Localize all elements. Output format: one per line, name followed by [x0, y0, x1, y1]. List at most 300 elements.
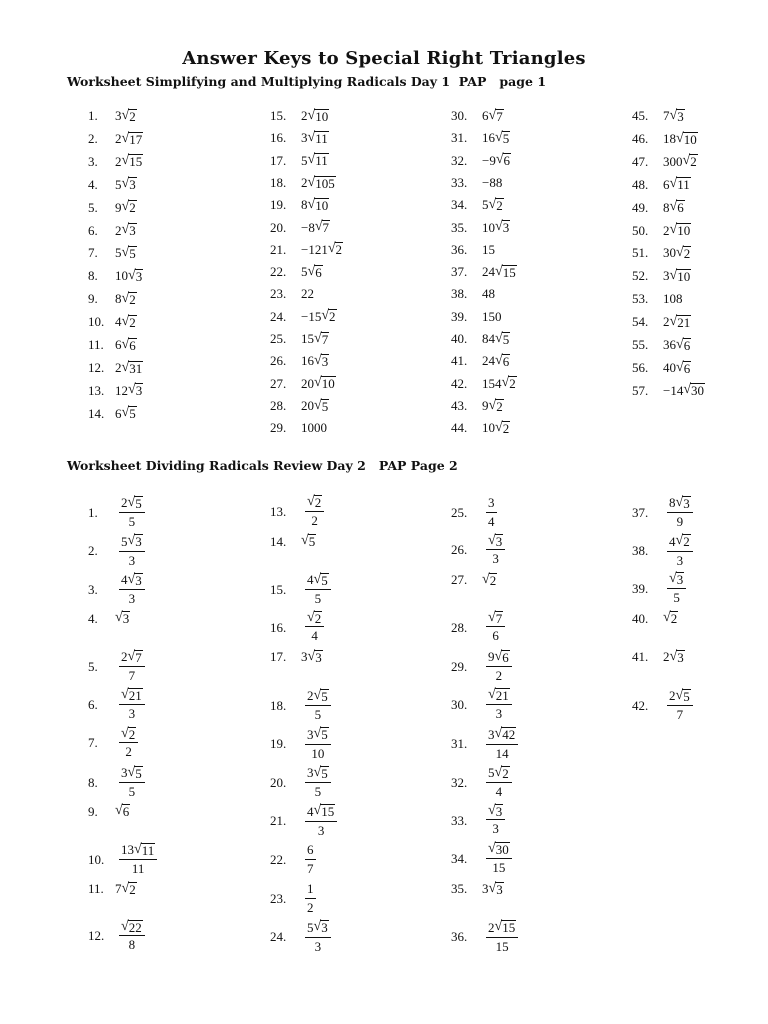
answer-value [482, 495, 497, 530]
answer-value: 40 √ 6 [663, 359, 691, 376]
answer-item [451, 264, 517, 280]
answer-value: 48 [482, 286, 495, 302]
numerator: 4 √ 2 [667, 534, 693, 552]
answer-value: 1000 [301, 420, 327, 436]
item-number: 19. [270, 197, 287, 213]
item-number: 4. [88, 610, 98, 626]
answer-item [451, 130, 510, 146]
answer-item [451, 286, 495, 302]
item-number: 9. [88, 291, 98, 307]
item-number: 36. [451, 241, 468, 257]
denominator: 4 [311, 628, 318, 644]
answer-value: 20 √ 10 [301, 375, 335, 392]
denominator: 5 [673, 589, 680, 605]
denominator: 5 [314, 784, 322, 800]
item-number: 19. [270, 736, 287, 752]
item-number: 32. [451, 774, 468, 790]
answer-item [270, 534, 316, 550]
denominator: 3 [492, 821, 499, 837]
item-number: 16. [270, 619, 287, 635]
answer-item [270, 727, 331, 762]
answer-item [632, 572, 686, 606]
denominator: 3 [128, 705, 136, 721]
numerator: 9 √ 6 [486, 649, 512, 667]
answer-value: 108 [663, 291, 683, 307]
item-number: 24. [270, 308, 287, 324]
item-number: 39. [451, 308, 468, 324]
answer-item [632, 314, 691, 330]
answer-value: 5 √ 11 [301, 152, 328, 169]
answer-item [632, 291, 683, 307]
item-number: 11. [88, 881, 104, 896]
answer-item [451, 376, 517, 392]
answer-item [451, 175, 502, 191]
item-number: 39. [632, 581, 649, 596]
answer-value: 30 √ 2 [663, 245, 691, 262]
item-number: 8. [88, 268, 98, 284]
numerator: 5 √ 3 [119, 534, 145, 552]
item-number: 29. [270, 420, 287, 436]
item-number: 25. [270, 331, 287, 346]
answer-item [632, 223, 691, 239]
answer-item [88, 611, 130, 627]
answer-item [270, 331, 329, 347]
item-number: 1. [88, 504, 98, 520]
answer-value: −9 √ 6 [482, 152, 511, 169]
answer-value [482, 534, 505, 568]
item-number: 41. [451, 353, 468, 369]
answer-value: 6 √ 11 [663, 176, 690, 193]
answer-value: 15 √ 7 [301, 330, 329, 347]
item-number: 14. [270, 533, 287, 549]
answer-item [270, 398, 329, 414]
numerator: 2 √ 5 [305, 688, 331, 706]
item-number: 29. [451, 658, 468, 674]
answer-item [451, 153, 511, 169]
answer-value: 3 √ 3 [301, 649, 322, 666]
denominator: 7 [676, 707, 684, 722]
item-number: 11. [88, 337, 104, 352]
item-number: 38. [632, 543, 649, 559]
denominator: 5 [314, 591, 322, 607]
item-number: 20. [270, 774, 287, 790]
item-number: 26. [270, 353, 287, 369]
answer-item [270, 264, 323, 280]
answer-value: 5 √ 6 [301, 263, 322, 280]
answer-value: 8 √ 10 [301, 196, 329, 213]
answer-value: −121 √ 2 [301, 241, 343, 258]
answer-item [451, 220, 510, 236]
item-number: 18. [270, 174, 287, 190]
numerator: 5 √ 2 [486, 765, 512, 783]
numerator: √ 22 [119, 920, 145, 937]
answer-value: √ 2 [663, 610, 678, 627]
answer-item [88, 360, 143, 376]
answer-value [482, 688, 512, 722]
item-number: 1. [88, 108, 98, 123]
numerator: 3 [486, 495, 497, 513]
item-number: 12. [88, 928, 105, 944]
denominator: 10 [311, 745, 325, 761]
numerator: √ 3 [486, 804, 505, 821]
answer-value: 6 √ 6 [115, 336, 136, 353]
numerator: 3 √ 5 [305, 727, 331, 745]
item-number: 13. [270, 503, 287, 519]
answer-item [88, 131, 143, 147]
answer-item [451, 353, 510, 369]
item-number: 7. [88, 735, 98, 751]
numerator: 3 √ 5 [119, 765, 145, 783]
denominator: 7 [307, 861, 314, 877]
answer-value: 8 √ 2 [115, 290, 136, 307]
numerator: √ 2 [305, 611, 324, 628]
answer-value [663, 495, 693, 530]
answer-value: 150 [482, 308, 502, 324]
item-number: 2. [88, 543, 98, 559]
answer-item [632, 268, 691, 284]
answer-value [115, 842, 157, 877]
numerator: 8 √ 3 [667, 495, 693, 513]
item-number: 22. [270, 264, 287, 280]
item-number: 54. [632, 314, 649, 330]
answer-item [451, 331, 510, 347]
numerator: 2 √ 15 [486, 920, 518, 938]
answer-value: 3 √ 11 [301, 129, 328, 146]
numerator: 6 [305, 842, 316, 860]
answer-value: 15 [482, 241, 495, 257]
answer-value: −8 √ 7 [301, 219, 330, 236]
item-number: 13. [88, 382, 105, 398]
numerator: 4 √ 5 [305, 572, 331, 590]
denominator: 4 [488, 514, 495, 529]
item-number: 2. [88, 130, 98, 146]
answer-item [632, 611, 678, 627]
numerator: √ 21 [119, 688, 145, 705]
answer-value [115, 649, 145, 684]
answer-value [301, 765, 331, 800]
answer-item [632, 688, 693, 723]
item-number: 50. [632, 222, 649, 238]
answer-item [270, 688, 331, 723]
denominator: 2 [125, 744, 132, 760]
answer-value [115, 688, 145, 722]
answer-item [270, 649, 323, 665]
answer-value [482, 765, 512, 800]
answer-item [451, 108, 504, 124]
denominator: 5 [314, 707, 322, 722]
denominator: 6 [492, 628, 499, 644]
answer-item [632, 200, 685, 216]
denominator: 2 [311, 512, 318, 528]
answer-item [88, 727, 138, 761]
answer-item [632, 337, 691, 353]
item-number: 23. [270, 890, 287, 906]
answer-item [270, 220, 330, 236]
answer-item [632, 649, 685, 665]
answer-item [451, 881, 504, 897]
numerator: √ 2 [119, 727, 138, 744]
answer-item [270, 842, 316, 877]
answer-value: 20 √ 5 [301, 397, 329, 414]
numerator: 2 √ 5 [667, 688, 693, 706]
answer-item [270, 765, 331, 800]
answer-item [451, 804, 505, 838]
answer-value: 7 √ 2 [115, 880, 136, 897]
denominator: 3 [676, 552, 684, 568]
numerator: √ 3 [486, 534, 505, 551]
numerator: 4 √ 15 [305, 804, 337, 822]
item-number: 56. [632, 359, 649, 375]
answer-value [301, 611, 324, 645]
answer-item [632, 534, 693, 569]
answer-item [270, 242, 343, 258]
numerator: 3 √ 5 [305, 765, 331, 783]
answer-value: 7 √ 3 [663, 107, 684, 124]
answer-item [451, 197, 504, 213]
item-number: 10. [88, 314, 105, 330]
answer-value [482, 649, 512, 684]
answer-value: 2 √ 21 [663, 313, 691, 330]
answer-value: −14 √ 30 [663, 382, 705, 399]
answer-item [88, 881, 137, 897]
item-number: 40. [632, 610, 649, 626]
answer-item [88, 108, 137, 124]
item-number: 24. [270, 929, 287, 945]
answer-value: −88 [482, 174, 503, 190]
item-number: 47. [632, 153, 649, 169]
numerator: √ 2 [305, 495, 324, 512]
answer-value: 16 √ 5 [482, 129, 510, 146]
item-number: 37. [451, 264, 468, 280]
item-number: 28. [270, 397, 287, 413]
answer-value [301, 804, 337, 839]
answer-value: √ 2 [482, 571, 497, 588]
denominator: 8 [128, 937, 136, 953]
answer-value [301, 920, 331, 955]
answer-value [301, 881, 316, 916]
item-number: 57. [632, 382, 649, 398]
answer-value: 9 √ 2 [482, 397, 503, 414]
numerator: √ 21 [486, 688, 512, 705]
answer-item [632, 131, 698, 147]
item-number: 42. [451, 375, 468, 391]
answer-value: 2 √ 3 [115, 222, 136, 239]
answer-item [270, 130, 329, 146]
answer-value [115, 727, 138, 761]
item-number: 27. [451, 572, 468, 588]
answer-value: 5 √ 2 [482, 196, 503, 213]
answer-value: 12 √ 3 [115, 382, 143, 399]
answer-item [88, 383, 143, 399]
answer-value: 24 √ 15 [482, 263, 516, 280]
answer-item [88, 765, 145, 800]
answer-value: 2 √ 15 [115, 153, 143, 170]
item-number: 14. [88, 405, 105, 421]
answer-value: 16 √ 3 [301, 352, 329, 369]
answer-value: 4 √ 2 [115, 313, 136, 330]
answer-item [451, 572, 497, 588]
answer-item [451, 765, 512, 800]
item-number: 5. [88, 658, 98, 674]
numerator: √ 3 [667, 572, 686, 589]
answer-item [451, 495, 497, 530]
item-number: 42. [632, 697, 649, 713]
answer-item [88, 842, 157, 877]
answer-value [663, 534, 693, 569]
item-number: 17. [270, 649, 287, 665]
item-number: 38. [451, 286, 468, 302]
denominator: 15 [495, 938, 509, 954]
answer-item [270, 376, 336, 392]
denominator: 9 [676, 514, 684, 529]
answer-value: 36 √ 6 [663, 336, 691, 353]
answer-item [632, 154, 698, 170]
numerator: √ 30 [486, 842, 512, 859]
item-number: 15. [270, 108, 287, 123]
page-title: Answer Keys to Special Right Triangles [182, 48, 586, 69]
answer-value: 2 √ 31 [115, 359, 143, 376]
answer-value: 3 √ 2 [115, 107, 136, 124]
item-number: 21. [270, 813, 287, 829]
item-number: 21. [270, 241, 287, 257]
numerator: 2 √ 5 [119, 495, 145, 513]
answer-value: 22 [301, 286, 314, 302]
answer-item [270, 108, 329, 124]
answer-value: 2 √ 105 [301, 174, 335, 191]
numerator: 1 [305, 881, 316, 899]
item-number: 37. [632, 504, 649, 520]
answer-item [88, 314, 137, 330]
answer-item [270, 611, 324, 645]
numerator: 2 √ 7 [119, 649, 145, 667]
answer-item [451, 611, 505, 645]
answer-item [88, 268, 143, 284]
item-number: 40. [451, 331, 468, 346]
denominator: 4 [495, 784, 503, 800]
item-number: 27. [270, 375, 287, 391]
answer-item [88, 804, 130, 820]
item-number: 32. [451, 152, 468, 168]
item-number: 45. [632, 108, 649, 123]
answer-item [88, 688, 145, 722]
answer-value: 10 √ 3 [482, 219, 510, 236]
answer-value: 2 √ 3 [663, 649, 684, 666]
item-number: 31. [451, 736, 468, 752]
answer-value [301, 572, 331, 607]
answer-value: 24 √ 6 [482, 352, 510, 369]
answer-value: 8 √ 6 [663, 199, 684, 216]
answer-item [270, 881, 316, 916]
item-number: 22. [270, 851, 287, 867]
answer-value [482, 804, 505, 838]
item-number: 30. [451, 108, 468, 123]
item-number: 18. [270, 697, 287, 713]
answer-item [451, 420, 510, 436]
answer-value [663, 688, 693, 723]
answer-item [270, 309, 337, 325]
numerator: √ 7 [486, 611, 505, 628]
answer-item [88, 406, 137, 422]
answer-value [115, 534, 145, 569]
answer-item [88, 154, 143, 170]
answer-item [88, 200, 137, 216]
answer-value: 2 √ 10 [301, 107, 329, 124]
item-number: 5. [88, 199, 98, 215]
item-number: 52. [632, 268, 649, 284]
answer-value [301, 727, 331, 762]
item-number: 7. [88, 245, 98, 261]
answer-item [88, 495, 145, 530]
denominator: 14 [495, 745, 509, 761]
answer-value [115, 572, 145, 607]
item-number: 35. [451, 881, 468, 896]
answer-value: 3 √ 3 [482, 880, 503, 897]
denominator: 5 [128, 784, 136, 800]
answer-value [301, 842, 316, 877]
denominator: 15 [492, 860, 506, 876]
answer-value: 5 √ 5 [115, 245, 136, 262]
denominator: 3 [495, 705, 503, 721]
answer-item [632, 495, 693, 530]
answer-item [451, 242, 495, 258]
answer-item [270, 572, 331, 607]
item-number: 28. [451, 619, 468, 635]
item-number: 51. [632, 245, 649, 261]
item-number: 48. [632, 176, 649, 192]
answer-value [663, 572, 686, 606]
answer-value: 154 √ 2 [482, 375, 516, 392]
answer-item [88, 649, 145, 684]
item-number: 34. [451, 851, 468, 867]
answer-value: 6 √ 7 [482, 107, 503, 124]
answer-value: 10 √ 3 [115, 267, 143, 284]
answer-item [88, 245, 137, 261]
answer-item [632, 383, 705, 399]
item-number: 33. [451, 174, 468, 190]
answer-value [115, 765, 145, 800]
answer-item [451, 920, 518, 955]
answer-item [451, 727, 518, 762]
answer-value [482, 842, 512, 876]
answer-item [88, 337, 137, 353]
numerator: 13 √ 11 [119, 842, 157, 860]
answer-value: √ 3 [115, 610, 130, 627]
numerator: 3 √ 42 [486, 727, 518, 745]
section2-heading: Worksheet Dividing Radicals Review Day 2 PAP Page 2 [67, 458, 458, 473]
item-number: 46. [632, 130, 649, 146]
item-number: 12. [88, 359, 105, 375]
item-number: 53. [632, 291, 649, 307]
answer-item [88, 920, 145, 954]
item-number: 9. [88, 803, 98, 819]
answer-item [451, 688, 512, 722]
answer-value: √ 6 [115, 803, 130, 820]
item-number: 3. [88, 581, 98, 597]
item-number: 17. [270, 152, 287, 168]
answer-item [632, 108, 685, 124]
denominator: 2 [495, 668, 503, 684]
denominator: 3 [128, 552, 136, 568]
item-number: 8. [88, 774, 98, 790]
item-number: 20. [270, 219, 287, 235]
answer-item [270, 420, 327, 436]
answer-item [451, 842, 512, 876]
answer-value [301, 495, 324, 529]
item-number: 44. [451, 420, 468, 436]
answer-item [451, 534, 505, 568]
item-number: 43. [451, 397, 468, 413]
item-number: 16. [270, 130, 287, 146]
